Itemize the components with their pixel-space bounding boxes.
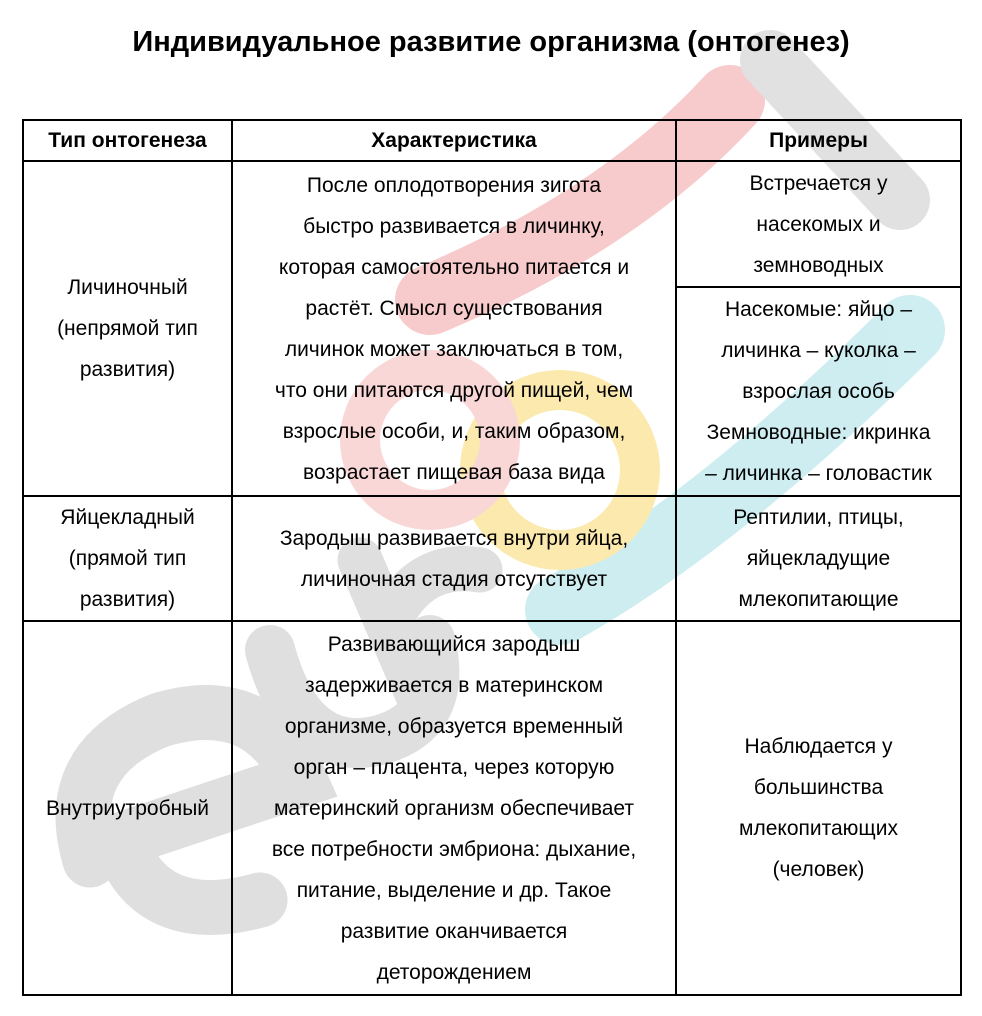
row-examples-larval-general: Встречается у насекомых и земноводных bbox=[676, 161, 961, 287]
table-row bbox=[23, 161, 961, 287]
table-header-row bbox=[23, 120, 961, 161]
ontogenesis-table bbox=[22, 119, 962, 996]
row-characteristic-oviparous: Зародыш развивается внутри яйца, личиночная стадия отсутствует bbox=[232, 496, 676, 621]
header-type: Тип онтогенеза bbox=[23, 120, 232, 161]
row-type-larval: Личиночный (непрямой тип развития) bbox=[23, 161, 232, 496]
header-examples: Примеры bbox=[676, 120, 961, 161]
row-characteristic-intrauterine: Развивающийся зародыш задерживается в материнском организме, образуется временный орган – плацента, через которую материнский организм обеспечивает все потребности эмбриона: дыхание, питание, выделение и др. Такое развитие оканчивается деторождением bbox=[232, 621, 676, 995]
header-characteristic: Характеристика bbox=[232, 120, 676, 161]
row-examples-larval-detail: Насекомые: яйцо – личинка – куколка – взрослая особь Земноводные: икринка – личинка – головастик bbox=[676, 287, 961, 496]
row-examples-intrauterine: Наблюдается у большинства млекопитающих (человек) bbox=[676, 621, 961, 995]
row-characteristic-larval: После оплодотворения зигота быстро развивается в личинку, которая самостоятельно питается и растёт. Смысл существования личинок может заключаться в том, что они питаются другой пищей, чем взрослые особи, и, таким образом, возрастает пищевая база вида bbox=[232, 161, 676, 496]
row-examples-oviparous: Рептилии, птицы, яйцекладущие млекопитающие bbox=[676, 496, 961, 621]
table-row bbox=[23, 621, 961, 995]
page-title: Индивидуальное развитие организма (онтогенез) bbox=[132, 26, 850, 58]
row-type-intrauterine: Внутриутробный bbox=[23, 621, 232, 995]
table-row bbox=[23, 496, 961, 621]
row-type-oviparous: Яйцекладный (прямой тип развития) bbox=[23, 496, 232, 621]
